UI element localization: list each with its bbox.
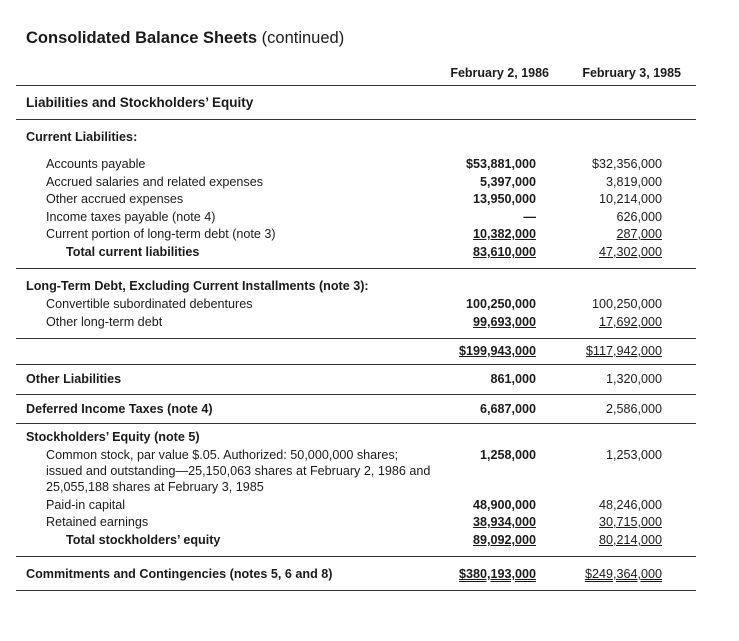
stockholders-equity-label: Stockholders’ Equity (note 5)	[26, 430, 200, 444]
value-1985: 1,253,000	[605, 448, 662, 462]
value-1985: 30,715,000	[598, 515, 662, 529]
grand-total-1985: $249,364,000	[584, 567, 662, 581]
row-label: Convertible subordinated debentures	[46, 297, 253, 311]
total-label: Total stockholders’ equity	[66, 533, 221, 547]
total-1985: 47,302,000	[598, 245, 662, 259]
row-label: Other long-term debt	[46, 315, 163, 329]
common-stock-label: Common stock, par value $.05. Authorized: 50,000,000 shares; issued and outstanding—25,150,063 shares at February 2, 1986 and 25,055,188 shares at February 3, 1985	[46, 448, 431, 494]
row-label: Paid-in capital	[46, 498, 126, 512]
value-1985: 626,000	[616, 210, 662, 224]
subtotal-1986: $199,943,000	[458, 344, 536, 358]
section-heading: Liabilities and Stockholders’ Equity	[26, 95, 254, 110]
deferred-taxes-label: Deferred Income Taxes (note 4)	[26, 402, 213, 416]
value-1985: 2,586,000	[605, 402, 662, 416]
subtotal-1985: $117,942,000	[585, 344, 662, 358]
value-1985: 10,214,000	[598, 192, 662, 206]
row-label: Income taxes payable (note 4)	[46, 210, 216, 224]
value-1986: $53,881,000	[465, 157, 536, 171]
row-label: Accounts payable	[46, 157, 146, 171]
divider	[16, 268, 696, 269]
value-1986: 13,950,000	[472, 192, 536, 206]
value-1985: 17,692,000	[598, 315, 662, 329]
value-1986: 10,382,000	[472, 227, 536, 241]
total-label: Total current liabilities	[66, 245, 200, 259]
value-1985: 287,000	[616, 227, 662, 241]
row-label: Retained earnings	[46, 515, 149, 529]
column-header-1986: February 2, 1986	[450, 66, 549, 80]
value-1986: 99,693,000	[472, 315, 536, 329]
value-1985: 1,320,000	[605, 372, 662, 386]
divider	[16, 338, 696, 339]
divider	[16, 423, 696, 424]
total-1986: 83,610,000	[472, 245, 536, 259]
value-1985: 48,246,000	[598, 498, 662, 512]
value-1986: 100,250,000	[465, 297, 536, 311]
grand-total-1986: $380,193,000	[458, 567, 536, 581]
divider	[16, 394, 696, 395]
value-1986: 6,687,000	[479, 402, 536, 416]
divider	[16, 556, 696, 557]
divider	[16, 590, 696, 591]
long-term-debt-label: Long-Term Debt, Excluding Current Installments (note 3):	[26, 279, 369, 293]
other-liabilities-label: Other Liabilities	[26, 372, 122, 386]
value-1985: 100,250,000	[591, 297, 662, 311]
divider	[16, 364, 696, 365]
row-label: Other accrued expenses	[46, 192, 184, 206]
value-1986: 1,258,000	[479, 448, 536, 462]
value-1986: 48,900,000	[472, 498, 536, 512]
value-1986: 861,000	[490, 372, 536, 386]
value-1986: 5,397,000	[479, 175, 536, 189]
value-1985: $32,356,000	[591, 157, 662, 171]
row-label: Current portion of long-term debt (note 3)	[46, 227, 276, 241]
value-1986: 38,934,000	[472, 515, 536, 529]
total-1985: 80,214,000	[598, 533, 662, 547]
value-1985: 3,819,000	[605, 175, 662, 189]
total-1986: 89,092,000	[472, 533, 536, 547]
row-label: Accrued salaries and related expenses	[46, 175, 264, 189]
column-header-1985: February 3, 1985	[582, 66, 681, 80]
page-title	[26, 29, 344, 48]
divider	[16, 85, 696, 86]
title-suffix: (continued)	[257, 29, 345, 47]
commitments-label: Commitments and Contingencies (notes 5, 6 and 8)	[26, 567, 333, 581]
title-main: Consolidated Balance Sheets	[26, 29, 258, 47]
divider	[16, 119, 696, 120]
value-1986: —	[523, 210, 536, 224]
current-liabilities-label: Current Liabilities:	[26, 130, 138, 144]
